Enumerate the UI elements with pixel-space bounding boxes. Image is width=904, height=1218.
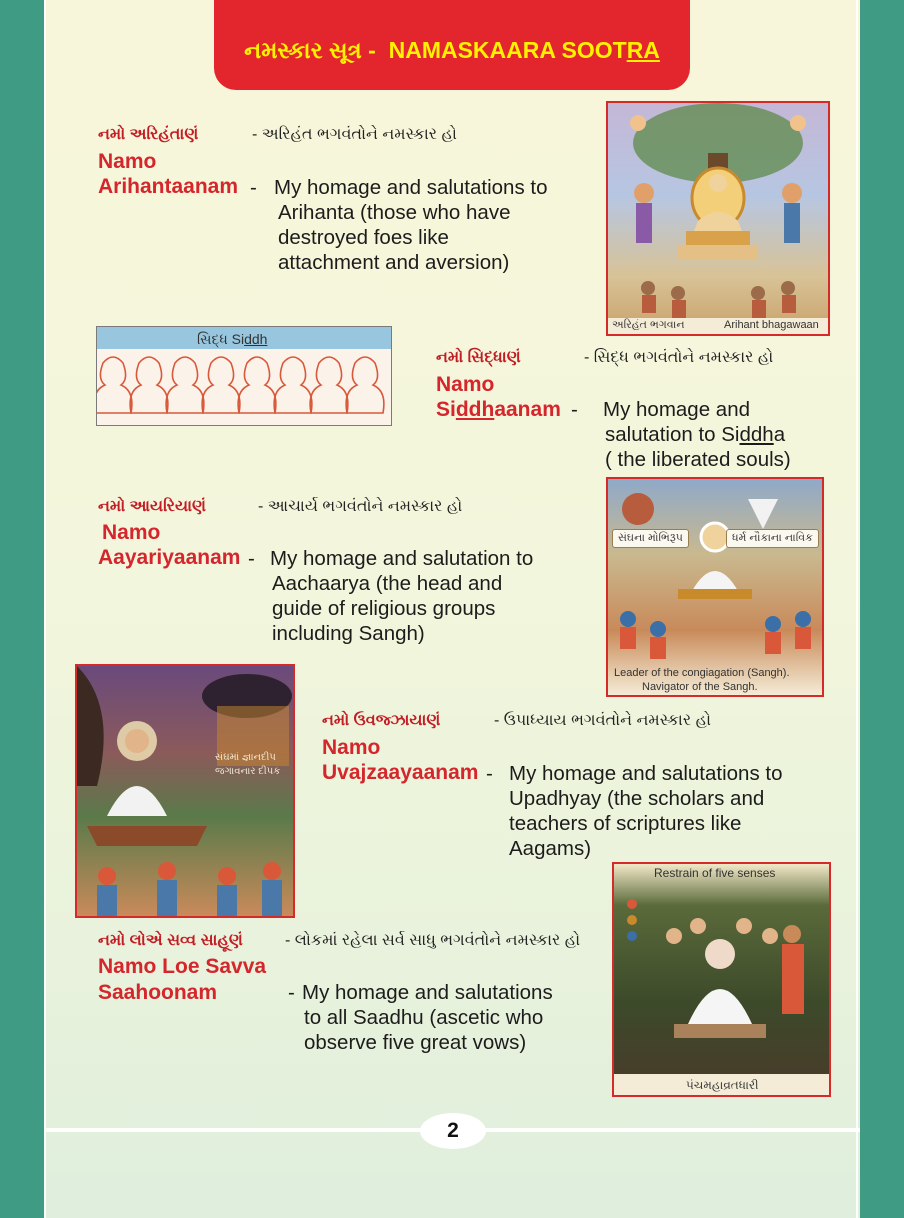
upadhyay-dash: -	[486, 762, 493, 785]
left-border	[0, 0, 44, 1218]
acharya-label-right: ધર્મ નૌકાના નાવિક	[726, 529, 819, 548]
arihant-dash: -	[250, 176, 257, 199]
upadhyay-name-line1: Namo	[322, 736, 381, 759]
saadhu-line-3: observe five great vows)	[304, 1031, 527, 1054]
acharya-line-4: including Sangh)	[272, 622, 425, 645]
acharya-gujarati: નમો આયરિયાણં	[98, 498, 206, 515]
acharya-name-line2: Aayariyaanam	[98, 546, 241, 569]
acharya-name-line1: Namo	[102, 521, 161, 544]
title-gujarati: નમસ્કાર સૂત્ર -	[244, 36, 383, 63]
upadhyay-line-4: Aagams)	[509, 837, 592, 860]
arihant-line-3: destroyed foes like	[278, 226, 449, 249]
left-white-rule	[44, 0, 46, 1218]
upadhyay-line-3: teachers of scriptures like	[509, 812, 742, 835]
arihant-caption-gujarati: અરિહંત ભગવાન	[612, 319, 685, 331]
arihant-caption-english: Arihant bhagawaan	[724, 319, 819, 331]
saadhu-scene-svg	[614, 864, 829, 1095]
saadhu-name-line2: Saahoonam	[98, 981, 218, 1004]
upadhyay-line-1: My homage and salutations to	[509, 762, 783, 785]
arihant-gujarati-meaning: - અરિહંત ભગવંતોને નમસ્કાર હો	[252, 126, 457, 143]
upadhyay-line-2: Upadhyay (the scholars and	[509, 787, 765, 810]
siddh-figures-svg	[97, 349, 391, 425]
siddh-caption: સિદ્ધ Siddh	[197, 331, 268, 347]
acharya-caption-line2: Navigator of the Sangh.	[642, 681, 758, 693]
siddh-gujarati: નમો સિદ્ધાણં	[436, 349, 521, 366]
saadhu-gujarati-meaning: - લોકમાં રહેલા સર્વ સાધુ ભગવંતોને નમસ્કાર હો	[285, 932, 581, 949]
title-english: NAMASKAARA SOOTRA	[388, 36, 660, 63]
page-number: 2	[420, 1113, 486, 1149]
upadhyay-label-line2: જગાવનાર દીપક	[215, 766, 281, 777]
right-white-rule	[856, 0, 858, 1218]
arihant-illustration	[606, 101, 830, 336]
saadhu-name-line1: Namo Loe Savva	[98, 955, 267, 978]
right-border	[860, 0, 904, 1218]
acharya-line-1: My homage and salutation to	[270, 547, 534, 570]
acharya-dash: -	[248, 547, 255, 570]
saadhu-illustration	[612, 862, 831, 1097]
upadhyay-gujarati-meaning: - ઉપાધ્યાય ભગવંતોને નમસ્કાર હો	[494, 712, 711, 729]
upadhyay-scene-svg	[77, 666, 293, 916]
arihant-gujarati: નમો અરિહંતાણં	[98, 126, 199, 143]
arihant-line-4: attachment and aversion)	[278, 251, 510, 274]
saadhu-dash: -	[288, 981, 295, 1004]
upadhyay-label-line1: સંઘમાં જ્ઞાનદીપ	[215, 752, 276, 763]
acharya-scene-svg	[608, 479, 822, 695]
arihant-line-1: My homage and salutations to	[274, 176, 548, 199]
upadhyay-illustration	[75, 664, 295, 918]
arihant-name-line2: Arihantaanam	[98, 175, 239, 198]
upadhyay-gujarati: નમો ઉવજ્ઝાયાણં	[322, 712, 441, 729]
arihant-name-line1: Namo	[98, 150, 157, 173]
page-title	[214, 0, 690, 90]
saadhu-line-2: to all Saadhu (ascetic who	[304, 1006, 544, 1029]
siddh-line-3: ( the liberated souls)	[605, 448, 791, 471]
siddh-illustration	[96, 326, 392, 426]
siddh-name-line1: Namo	[436, 373, 495, 396]
acharya-illustration	[606, 477, 824, 697]
saadhu-line-1: My homage and salutations	[302, 981, 553, 1004]
saadhu-caption-top: Restrain of five senses	[654, 866, 776, 880]
arihant-scene-svg	[608, 103, 828, 334]
upadhyay-name-line2: Uvajzaayaanam	[322, 761, 479, 784]
siddh-line-1: My homage and	[603, 398, 751, 421]
acharya-gujarati-meaning: - આચાર્ય ભગવંતોને નમસ્કાર હો	[258, 498, 463, 515]
saadhu-caption-bottom: પંચમહાવ્રતધારી	[686, 1078, 759, 1092]
saadhu-gujarati: નમો લોએ સવ્વ સાહૂણં	[98, 932, 243, 949]
arihant-line-2: Arihanta (those who have	[278, 201, 511, 224]
siddh-dash: -	[571, 398, 578, 421]
siddh-line-2: salutation to Siddha	[605, 423, 786, 446]
siddh-name-line2: Siddhaanam	[436, 398, 561, 421]
acharya-line-3: guide of religious groups	[272, 597, 496, 620]
acharya-label-left: સંઘના મોભિરૂપ	[612, 529, 689, 548]
acharya-line-2: Aachaarya (the head and	[272, 572, 503, 595]
acharya-caption-line1: Leader of the congiagation (Sangh).	[614, 667, 790, 679]
siddh-gujarati-meaning: - સિદ્ધ ભગવંતોને નમસ્કાર હો	[584, 349, 774, 366]
